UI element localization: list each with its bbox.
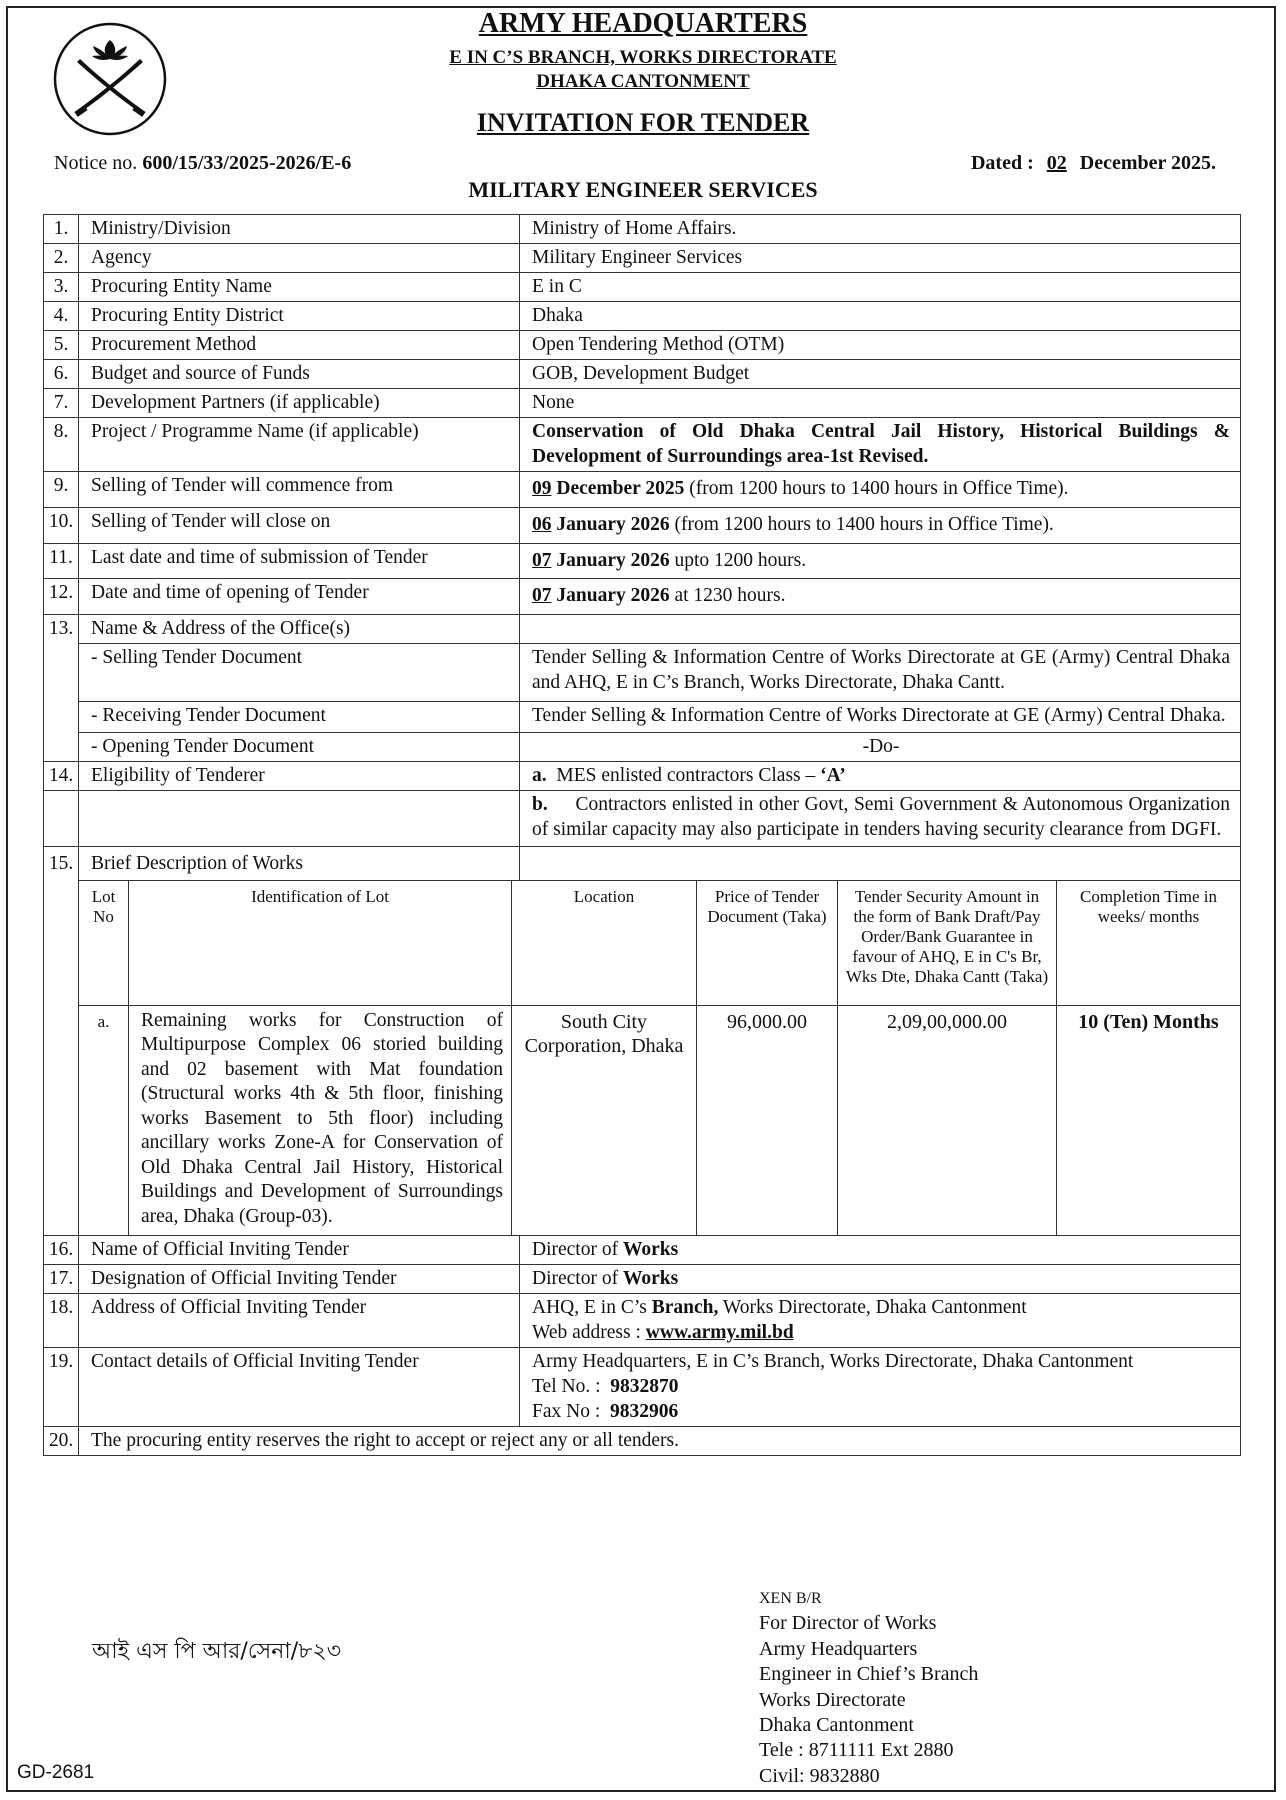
table-row <box>44 1348 1241 1427</box>
row-number: 20. <box>44 1427 79 1456</box>
date-note: at 1230 hours. <box>674 585 786 606</box>
table-row <box>44 1294 1241 1348</box>
table-row <box>44 273 1241 302</box>
row-label: Agency <box>79 244 520 273</box>
row-value <box>520 847 1241 881</box>
lot-no-header: Lot No <box>79 881 129 1005</box>
eligibility-b-mark: b. <box>532 794 548 815</box>
lot-header-row <box>79 881 1240 1005</box>
row-number: 8. <box>44 418 79 472</box>
signature-xen: XEN B/R <box>759 1590 822 1607</box>
row-label: Selling of Tender will commence from <box>79 472 520 508</box>
lot-location: South City Corporation, Dhaka <box>512 1005 697 1235</box>
row-number: 9. <box>44 472 79 508</box>
signature-line: Engineer in Chief’s Branch <box>759 1663 979 1686</box>
date-note: (from 1200 hours to 1400 hours in Office Time). <box>674 514 1054 535</box>
table-row <box>44 733 1241 762</box>
project-name: Conservation of Old Dhaka Central Jail History, Historical Buildings & Development of Surroundings area-1st Revised. <box>520 418 1241 472</box>
lot-row <box>79 1005 1240 1235</box>
table-row <box>44 615 1241 644</box>
lot-price: 96,000.00 <box>697 1005 838 1235</box>
row-number: 1. <box>44 215 79 244</box>
date-month-year: December 2025 <box>556 478 685 499</box>
row-value: Open Tendering Method (OTM) <box>520 331 1241 360</box>
row-number-empty <box>44 791 79 847</box>
row-number: 3. <box>44 273 79 302</box>
date-month-year: January 2026 <box>556 550 670 571</box>
signature-line: Army Headquarters <box>759 1637 918 1660</box>
isp-reference: আই এস পি আর/সেনা/৮২৩ <box>92 1639 342 1664</box>
row-value: Ministry of Home Affairs. <box>520 215 1241 244</box>
dated-month-year: December 2025. <box>1079 152 1216 174</box>
row-number: 11. <box>44 544 79 579</box>
row-number: 19. <box>44 1348 79 1427</box>
row-label: Date and time of opening of Tender <box>79 579 520 615</box>
row-number: 18. <box>44 1294 79 1348</box>
contact-value <box>520 1348 1241 1427</box>
fax-number: 9832906 <box>610 1401 679 1422</box>
notice-number-line <box>54 152 351 175</box>
row-value: None <box>520 389 1241 418</box>
eligibility-a-class: ‘A’ <box>820 765 846 786</box>
date-note: (from 1200 hours to 1400 hours in Office Time). <box>689 478 1069 499</box>
row-number: 14. <box>44 762 79 791</box>
address-value <box>520 1294 1241 1348</box>
row-number: 17. <box>44 1265 79 1294</box>
eligibility-b <box>520 791 1241 847</box>
dated-day: 02 <box>1046 152 1067 174</box>
header-title: ARMY HEADQUARTERS <box>478 8 808 39</box>
table-row <box>44 847 1241 881</box>
signature-block <box>759 1586 978 1789</box>
tender-details-table <box>43 214 1241 1456</box>
table-row <box>44 702 1241 733</box>
table-row <box>44 389 1241 418</box>
row-value <box>520 544 1241 579</box>
row-value: Military Engineer Services <box>520 244 1241 273</box>
table-row <box>44 762 1241 791</box>
row-label: Procurement Method <box>79 331 520 360</box>
row-label: Last date and time of submission of Tender <box>79 544 520 579</box>
official-designation-pre: Director of <box>532 1268 619 1289</box>
contact-address: Army Headquarters, E in C’s Branch, Works Directorate, Dhaka Cantonment <box>532 1351 1134 1372</box>
row-label: Brief Description of Works <box>79 847 520 881</box>
table-row <box>44 244 1241 273</box>
table-row <box>44 579 1241 615</box>
lot-security-amount: 2,09,00,000.00 <box>838 1005 1057 1235</box>
row-value: Dhaka <box>520 302 1241 331</box>
table-row <box>44 215 1241 244</box>
opening-value: -Do- <box>520 733 1241 762</box>
dated-label: Dated : <box>970 152 1034 174</box>
row-value <box>520 1265 1241 1294</box>
date-day: 07 <box>532 550 552 571</box>
table-row <box>44 1427 1241 1456</box>
row-label: Budget and source of Funds <box>79 360 520 389</box>
lot-identification: Remaining works for Construction of Multipurpose Complex 06 storied building and 02 basement with Mat foundation (Structural works 4th & 5th floor, finishing works Basement to 5th floor) including ancillary works Zone-A for Conservation of Old Dhaka Central Jail History, Historical Buildings and Development of Surroundings area, Dhaka (Group-03). <box>129 1005 512 1235</box>
address-post: Works Directorate, Dhaka Cantonment <box>722 1297 1027 1318</box>
row-value <box>520 508 1241 544</box>
date-day: 09 <box>532 478 552 499</box>
row-label: Development Partners (if applicable) <box>79 389 520 418</box>
row-label: Contact details of Official Inviting Tender <box>79 1348 520 1427</box>
eligibility-a-mark: a. <box>532 765 547 786</box>
row-value <box>520 615 1241 644</box>
eligibility-b-text: Contractors enlisted in other Govt, Semi Government & Autonomous Organization of similar capacity may also participate in tenders having security clearance from DGFI. <box>532 794 1231 840</box>
lot-table <box>79 881 1240 1235</box>
lot-completion-time: 10 (Ten) Months <box>1057 1005 1241 1235</box>
row-number: 7. <box>44 389 79 418</box>
row-label: Address of Official Inviting Tender <box>79 1294 520 1348</box>
date-note: upto 1200 hours. <box>674 550 807 571</box>
receiving-value: Tender Selling & Information Centre of Works Directorate at GE (Army) Central Dhaka. <box>520 702 1241 733</box>
header-branch: E IN C’S BRANCH, WORKS DIRECTORATE <box>449 47 837 68</box>
row-number: 6. <box>44 360 79 389</box>
table-row <box>44 508 1241 544</box>
identification-header: Identification of Lot <box>129 881 512 1005</box>
tel-label: Tel No. : <box>532 1376 601 1397</box>
row-value <box>520 472 1241 508</box>
signature-line: Dhaka Cantonment <box>759 1714 914 1737</box>
service-name: MILITARY ENGINEER SERVICES <box>468 177 818 202</box>
row-label: Eligibility of Tenderer <box>79 762 520 791</box>
row-label: Ministry/Division <box>79 215 520 244</box>
table-row <box>44 544 1241 579</box>
row-number: 4. <box>44 302 79 331</box>
row-number: 10. <box>44 508 79 544</box>
table-row <box>44 302 1241 331</box>
date-month-year: January 2026 <box>556 514 670 535</box>
receiving-label: - Receiving Tender Document <box>79 702 520 733</box>
location-header: Location <box>512 881 697 1005</box>
table-row <box>44 881 1241 1236</box>
signature-line: For Director of Works <box>759 1612 937 1635</box>
table-row <box>44 791 1241 847</box>
official-name-bold: Works <box>622 1239 679 1260</box>
final-statement: The procuring entity reserves the right to accept or reject any or all tenders. <box>79 1427 1241 1456</box>
address-bold: Branch, <box>651 1297 719 1318</box>
date-day: 06 <box>532 514 552 535</box>
table-row <box>44 472 1241 508</box>
row-label: Designation of Official Inviting Tender <box>79 1265 520 1294</box>
address-pre: AHQ, E in C’s <box>532 1297 647 1318</box>
security-header: Tender Security Amount in the form of Bank Draft/Pay Order/Bank Guarantee in favour of AHQ, E in C's Br, Wks Dte, Dhaka Cantt (Taka) <box>838 881 1057 1005</box>
selling-value: Tender Selling & Information Centre of Works Directorate at GE (Army) Central Dhaka and AHQ, E in C’s Branch, Works Directorate, Dhaka Cantt. <box>520 644 1241 702</box>
row-value <box>520 1236 1241 1265</box>
table-row <box>44 1265 1241 1294</box>
row-label-empty <box>79 791 520 847</box>
date-day: 07 <box>532 585 552 606</box>
table-row <box>44 1236 1241 1265</box>
row-value: GOB, Development Budget <box>520 360 1241 389</box>
row-label: Selling of Tender will close on <box>79 508 520 544</box>
row-number: 2. <box>44 244 79 273</box>
lot-no: a. <box>79 1005 129 1235</box>
row-number: 5. <box>44 331 79 360</box>
row-label: Name of Official Inviting Tender <box>79 1236 520 1265</box>
date-month-year: January 2026 <box>556 585 670 606</box>
lot-table-cell <box>79 881 1241 1236</box>
table-row <box>44 644 1241 702</box>
notice-date-line <box>971 152 1216 175</box>
row-value: E in C <box>520 273 1241 302</box>
row-label: Procuring Entity District <box>79 302 520 331</box>
row-number: 16. <box>44 1236 79 1265</box>
signature-line: Tele : 8711111 Ext 2880 <box>759 1739 954 1762</box>
official-designation-bold: Works <box>622 1268 679 1289</box>
selling-label: - Selling Tender Document <box>79 644 520 702</box>
official-name-pre: Director of <box>532 1239 619 1260</box>
header-location: DHAKA CANTONMENT <box>536 71 750 92</box>
table-row <box>44 360 1241 389</box>
document-title: INVITATION FOR TENDER <box>476 108 810 137</box>
notice-number: 600/15/33/2025-2026/E-6 <box>142 152 352 174</box>
gd-reference: GD-2681 <box>17 1762 95 1783</box>
row-number: 13. <box>44 615 79 762</box>
fax-label: Fax No : <box>532 1401 601 1422</box>
eligibility-a <box>520 762 1241 791</box>
row-label: Name & Address of the Office(s) <box>79 615 520 644</box>
eligibility-a-text: MES enlisted contractors Class – <box>556 765 816 786</box>
web-address-label: Web address : <box>532 1322 641 1343</box>
row-number: 12. <box>44 579 79 615</box>
table-row <box>44 331 1241 360</box>
notice-label: Notice no. <box>54 152 138 174</box>
completion-header: Completion Time in weeks/ months <box>1057 881 1241 1005</box>
signature-line: Civil: 9832880 <box>759 1764 880 1787</box>
table-row <box>44 418 1241 472</box>
web-address-link[interactable]: www.army.mil.bd <box>645 1322 794 1343</box>
signature-line: Works Directorate <box>759 1688 906 1711</box>
opening-label: - Opening Tender Document <box>79 733 520 762</box>
tel-number: 9832870 <box>610 1376 679 1397</box>
row-label: Procuring Entity Name <box>79 273 520 302</box>
row-label: Project / Programme Name (if applicable) <box>79 418 520 472</box>
row-value <box>520 579 1241 615</box>
price-header: Price of Tender Document (Taka) <box>697 881 838 1005</box>
row-number: 15. <box>44 847 79 1236</box>
